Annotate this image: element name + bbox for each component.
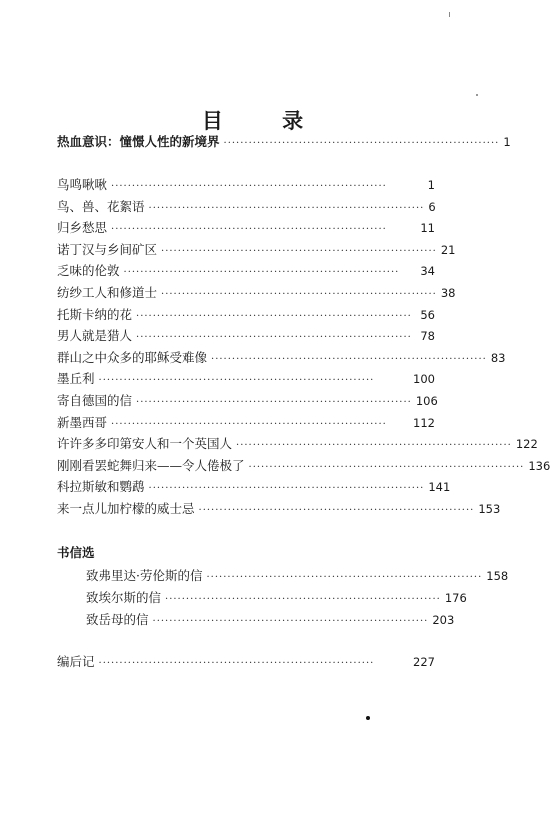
toc-entry-page: 21 <box>440 242 456 257</box>
toc-entry-page: 11 <box>420 221 435 236</box>
leader-dots: ·································································· <box>136 332 412 344</box>
leader-dots: ·································································· <box>206 572 483 583</box>
toc-entry-essay-7 <box>57 328 435 346</box>
toc-entry-label: 墨丘利 <box>57 371 95 387</box>
toc-entry-essay-10 <box>57 393 438 411</box>
leader-dots: ·································································· <box>98 375 375 387</box>
toc-entry-essay-9 <box>57 371 435 389</box>
toc-entry-label: 致弗里达·劳伦斯的信 <box>86 568 203 583</box>
leader-dots: ·································································· <box>123 267 400 279</box>
toc-entry-page: 176 <box>444 591 467 605</box>
toc-entry-page: 78 <box>420 329 435 344</box>
scan-speck <box>449 12 450 17</box>
leader-dots: ·································································· <box>211 353 487 365</box>
toc-entry-label: 许许多多印第安人和一个英国人 <box>57 436 233 452</box>
leader-dots: ·································································· <box>98 658 375 669</box>
toc-entry-letter-1 <box>86 590 467 608</box>
toc-entry-essay-4 <box>57 263 435 281</box>
toc-entry-label: 群山之中众多的耶稣受难像 <box>57 349 208 365</box>
toc-entry-essay-3 <box>57 241 456 260</box>
toc-entry-label: 鸟鸣啾啾 <box>57 177 108 192</box>
section-heading-letters: 书信选 <box>57 545 95 560</box>
leader-dots: ·································································· <box>198 505 475 516</box>
toc-entry-page: 227 <box>413 655 435 669</box>
leader-dots: ·································································· <box>236 440 512 452</box>
toc-entry-essay-1 <box>57 199 435 217</box>
toc-entry-label: 致埃尔斯的信 <box>86 590 162 605</box>
toc-entry-page: 141 <box>428 480 451 495</box>
toc-entry-essay-2 <box>57 220 435 238</box>
leader-dots: ·································································· <box>111 418 387 430</box>
toc-entry-page: 203 <box>432 613 455 627</box>
leader-dots: ·································································· <box>248 461 525 473</box>
toc-entry-label: 鸟、兽、花絮语 <box>57 198 145 214</box>
scan-speck <box>476 94 478 96</box>
toc-entry-label: 刚刚看罢蛇舞归来——令人倦极了 <box>57 457 245 473</box>
toc-entry-label: 乏味的伦敦 <box>57 263 120 279</box>
toc-entry-essay-8 <box>57 349 506 368</box>
toc-entry-page: 112 <box>413 415 435 430</box>
toc-entry-essay-0 <box>57 177 435 195</box>
toc-entry-page: 56 <box>420 307 435 322</box>
toc-entry-page: 83 <box>490 350 506 365</box>
toc-entry-page: 6 <box>428 199 436 214</box>
toc-entry-essay-15 <box>57 501 501 519</box>
toc-entry-letter-2 <box>86 612 455 630</box>
toc-entry-essay-11 <box>57 415 435 433</box>
toc-entry-page: 106 <box>415 394 438 408</box>
toc-entry-label: 新墨西哥 <box>57 414 108 430</box>
toc-entry-label: 编后记 <box>57 654 95 669</box>
toc-entry-label: 诺丁汉与乡间矿区 <box>57 241 158 257</box>
toc-entry-page: 38 <box>440 286 456 300</box>
toc-entry-page: 1 <box>503 135 511 149</box>
toc-entry-label: 寄自德国的信 <box>57 393 133 408</box>
toc-entry-label: 归乡愁思 <box>57 220 108 236</box>
toc-entry-essay-14 <box>57 479 451 497</box>
toc-entry-page: 1 <box>427 178 435 192</box>
toc-entry-label: 热血意识：憧憬人性的新境界 <box>57 134 220 149</box>
leader-dots: ·································································· <box>148 483 425 495</box>
leader-dots: ·································································· <box>161 289 437 300</box>
leader-dots: ·································································· <box>223 138 500 149</box>
leader-dots: ·································································· <box>111 224 387 236</box>
toc-entry-label: 托斯卡纳的花 <box>57 306 133 322</box>
leader-dots: ·································································· <box>148 202 425 214</box>
toc-entry-page: 136 <box>528 458 550 473</box>
toc-entry-page: 100 <box>413 372 435 387</box>
toc-entry-label: 纺纱工人和修道士 <box>57 285 158 300</box>
toc-entry-page: 122 <box>515 437 538 452</box>
toc-entry-intro <box>57 134 511 152</box>
toc-entry-label: 致岳母的信 <box>86 612 149 627</box>
leader-dots: ·································································· <box>136 397 412 408</box>
toc-entry-page: 34 <box>420 264 435 279</box>
toc-entry-essay-5 <box>57 285 456 303</box>
ink-dot <box>366 716 370 720</box>
toc-entry-letter-0 <box>86 568 509 586</box>
page-title: 目 录 <box>201 108 330 133</box>
toc-entry-page: 158 <box>486 569 509 583</box>
leader-dots: ·································································· <box>136 310 412 322</box>
toc-entry-essay-13 <box>57 457 550 476</box>
leader-dots: ·································································· <box>161 245 437 257</box>
toc-entry-page: 153 <box>478 502 501 516</box>
toc-entry-essay-12 <box>57 436 538 454</box>
leader-dots: ·································································· <box>152 616 429 627</box>
leader-dots: ·································································· <box>165 594 441 605</box>
toc-entry-label: 科拉斯敏和鹦鹉 <box>57 479 145 495</box>
toc-entry-label: 男人就是猎人 <box>57 328 133 344</box>
toc-entry-essay-6 <box>57 307 435 325</box>
toc-entry-afterword <box>57 654 435 672</box>
toc-entry-label: 来一点儿加柠檬的威士忌 <box>57 501 195 516</box>
leader-dots: ·································································· <box>111 181 387 192</box>
